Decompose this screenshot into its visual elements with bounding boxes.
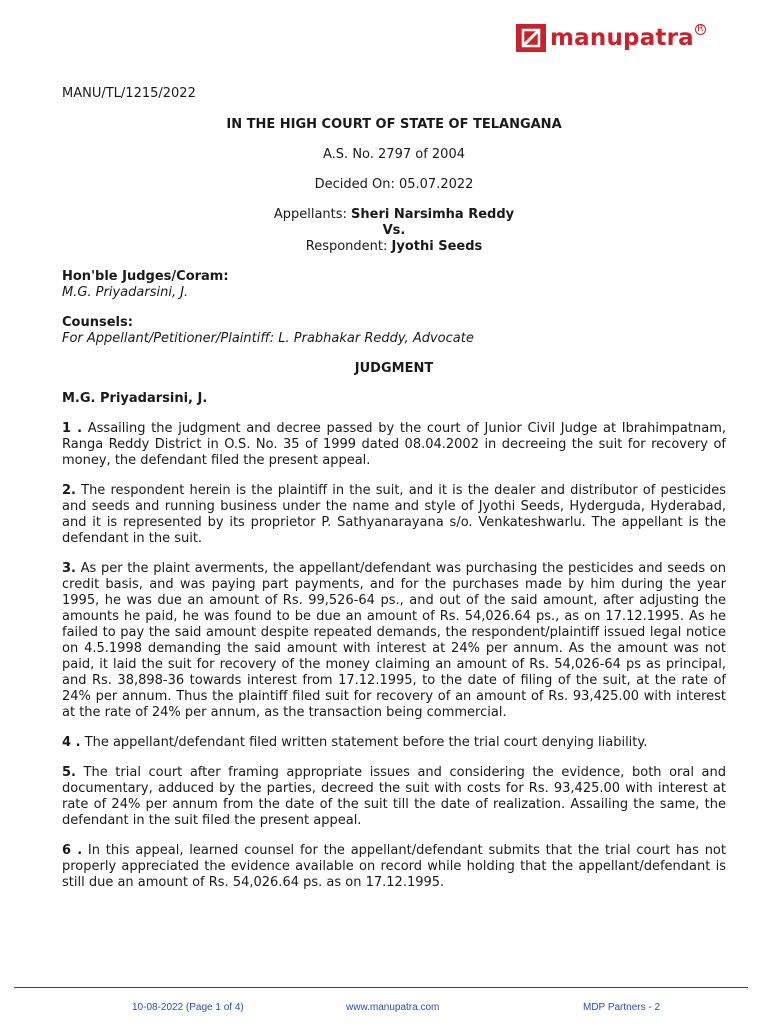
counsels-heading: Counsels:: [62, 315, 133, 330]
respondent-name: Jyothi Seeds: [391, 239, 483, 254]
paragraph-number: 4 .: [62, 735, 81, 750]
coram-judges: M.G. Priyadarsini, J.: [62, 285, 189, 300]
paragraph-5: [62, 765, 726, 829]
appellants-label: Appellants:: [273, 207, 352, 222]
decided-on: Decided On: 05.07.2022: [314, 177, 474, 192]
case-number: A.S. No. 2797 of 2004: [323, 147, 465, 162]
versus: Vs.: [382, 223, 406, 238]
judgment-heading: JUDGMENT: [354, 361, 434, 376]
manupatra-mark-icon: [516, 24, 546, 52]
document-body: [62, 86, 726, 905]
citation: MANU/TL/1215/2022: [62, 86, 196, 101]
footer-page-info: 10-08-2022 (Page 1 of 4): [132, 1002, 244, 1013]
paragraph-number: 2.: [62, 483, 76, 498]
appellants-line: [62, 207, 726, 223]
paragraph-number: 5.: [62, 765, 76, 780]
paragraph-text: As per the plaint averments, the appellant/defendant was purchasing the pesticides and seeds on credit basis, and was paying part payments, and for the purchases made by him during the year 1995, he was due an amount of Rs. 99,526-64 ps., and out of the said amount, after adjusting the amounts he paid, he was found to be due an amount of Rs. 54,026.64 ps., as on 17.12.1995. As he failed to pay the said amount despite repeated demands, the respondent/plaintiff issued legal notice on 4.5.1998 demanding the said amount with interest at 24% per annum. As the amount was not paid, it laid the suit for recovery of the money claiming an amount of Rs. 54,026-64 ps as principal, and Rs. 38,898-36 towards interest from 17.12.1995, to the date of filing of the suit, at the rate of 24% per annum. Thus the plaintiff filed suit for recovery of an amount of Rs. 93,425.00 with interest at the rate of 24% per annum, as the transaction being commercial.: [62, 561, 726, 720]
appellants-name: Sheri Narsimha Reddy: [351, 207, 515, 222]
respondent-line: [62, 239, 726, 255]
coram-heading: Hon'ble Judges/Coram:: [62, 269, 229, 284]
paragraph-number: 3.: [62, 561, 76, 576]
logo-text: manupatra: [550, 25, 694, 51]
registered-mark: R: [695, 24, 706, 35]
paragraph-6: [62, 843, 726, 891]
manupatra-logo: [516, 22, 704, 54]
paragraph-2: [62, 483, 726, 547]
judge-name: M.G. Priyadarsini, J.: [62, 391, 208, 406]
paragraph-text: In this appeal, learned counsel for the appellant/defendant submits that the trial court has not properly appreciated the evidence available on record while holding that the appellant/defendant is still due an amount of Rs. 54,026.64 ps. as on 17.12.1995.: [62, 843, 726, 890]
paragraph-text: Assailing the judgment and decree passed by the court of Junior Civil Judge at Ibrahimpatnam, Ranga Reddy District in O.S. No. 35 of 1999 dated 08.04.2002 in decreeing the suit for recovery of money, the defendant filed the present appeal.: [62, 421, 727, 468]
footer-website-link[interactable]: www.manupatra.com: [346, 1002, 440, 1013]
counsels-text: For Appellant/Petitioner/Plaintiff: L. Prabhakar Reddy, Advocate: [62, 331, 474, 346]
footer-divider: [14, 987, 748, 988]
respondent-label: Respondent:: [305, 239, 392, 254]
paragraph-number: 6 .: [62, 843, 83, 858]
paragraph-number: 1 .: [62, 421, 83, 436]
paragraph-text: The trial court after framing appropriate issues and considering the evidence, both oral and documentary, adduced by the parties, decreed the suit with costs for Rs. 93,425.00 with interest at rate of 24% per annum from the date of the suit till the date of realization. Assailing the same, the defendant in the suit filed the present appeal.: [62, 765, 726, 828]
paragraph-4: [62, 735, 726, 751]
footer-partner: MDP Partners - 2: [583, 1002, 661, 1013]
parties-block: [62, 207, 726, 255]
court-title: IN THE HIGH COURT OF STATE OF TELANGANA: [226, 117, 562, 132]
paragraph-text: The appellant/defendant filed written statement before the trial court denying liability.: [80, 735, 648, 750]
paragraph-text: The respondent herein is the plaintiff in the suit, and it is the dealer and distributor of pesticides and seeds and running business under the name and style of Jyothi Seeds, Hyderguda, Hyderabad, and it is represented by its proprietor P. Sathyanarayana s/o. Venkateshwarlu. The appellant is the defendant in the suit.: [62, 483, 726, 546]
paragraph-1: [62, 421, 726, 469]
paragraph-3: [62, 561, 726, 721]
